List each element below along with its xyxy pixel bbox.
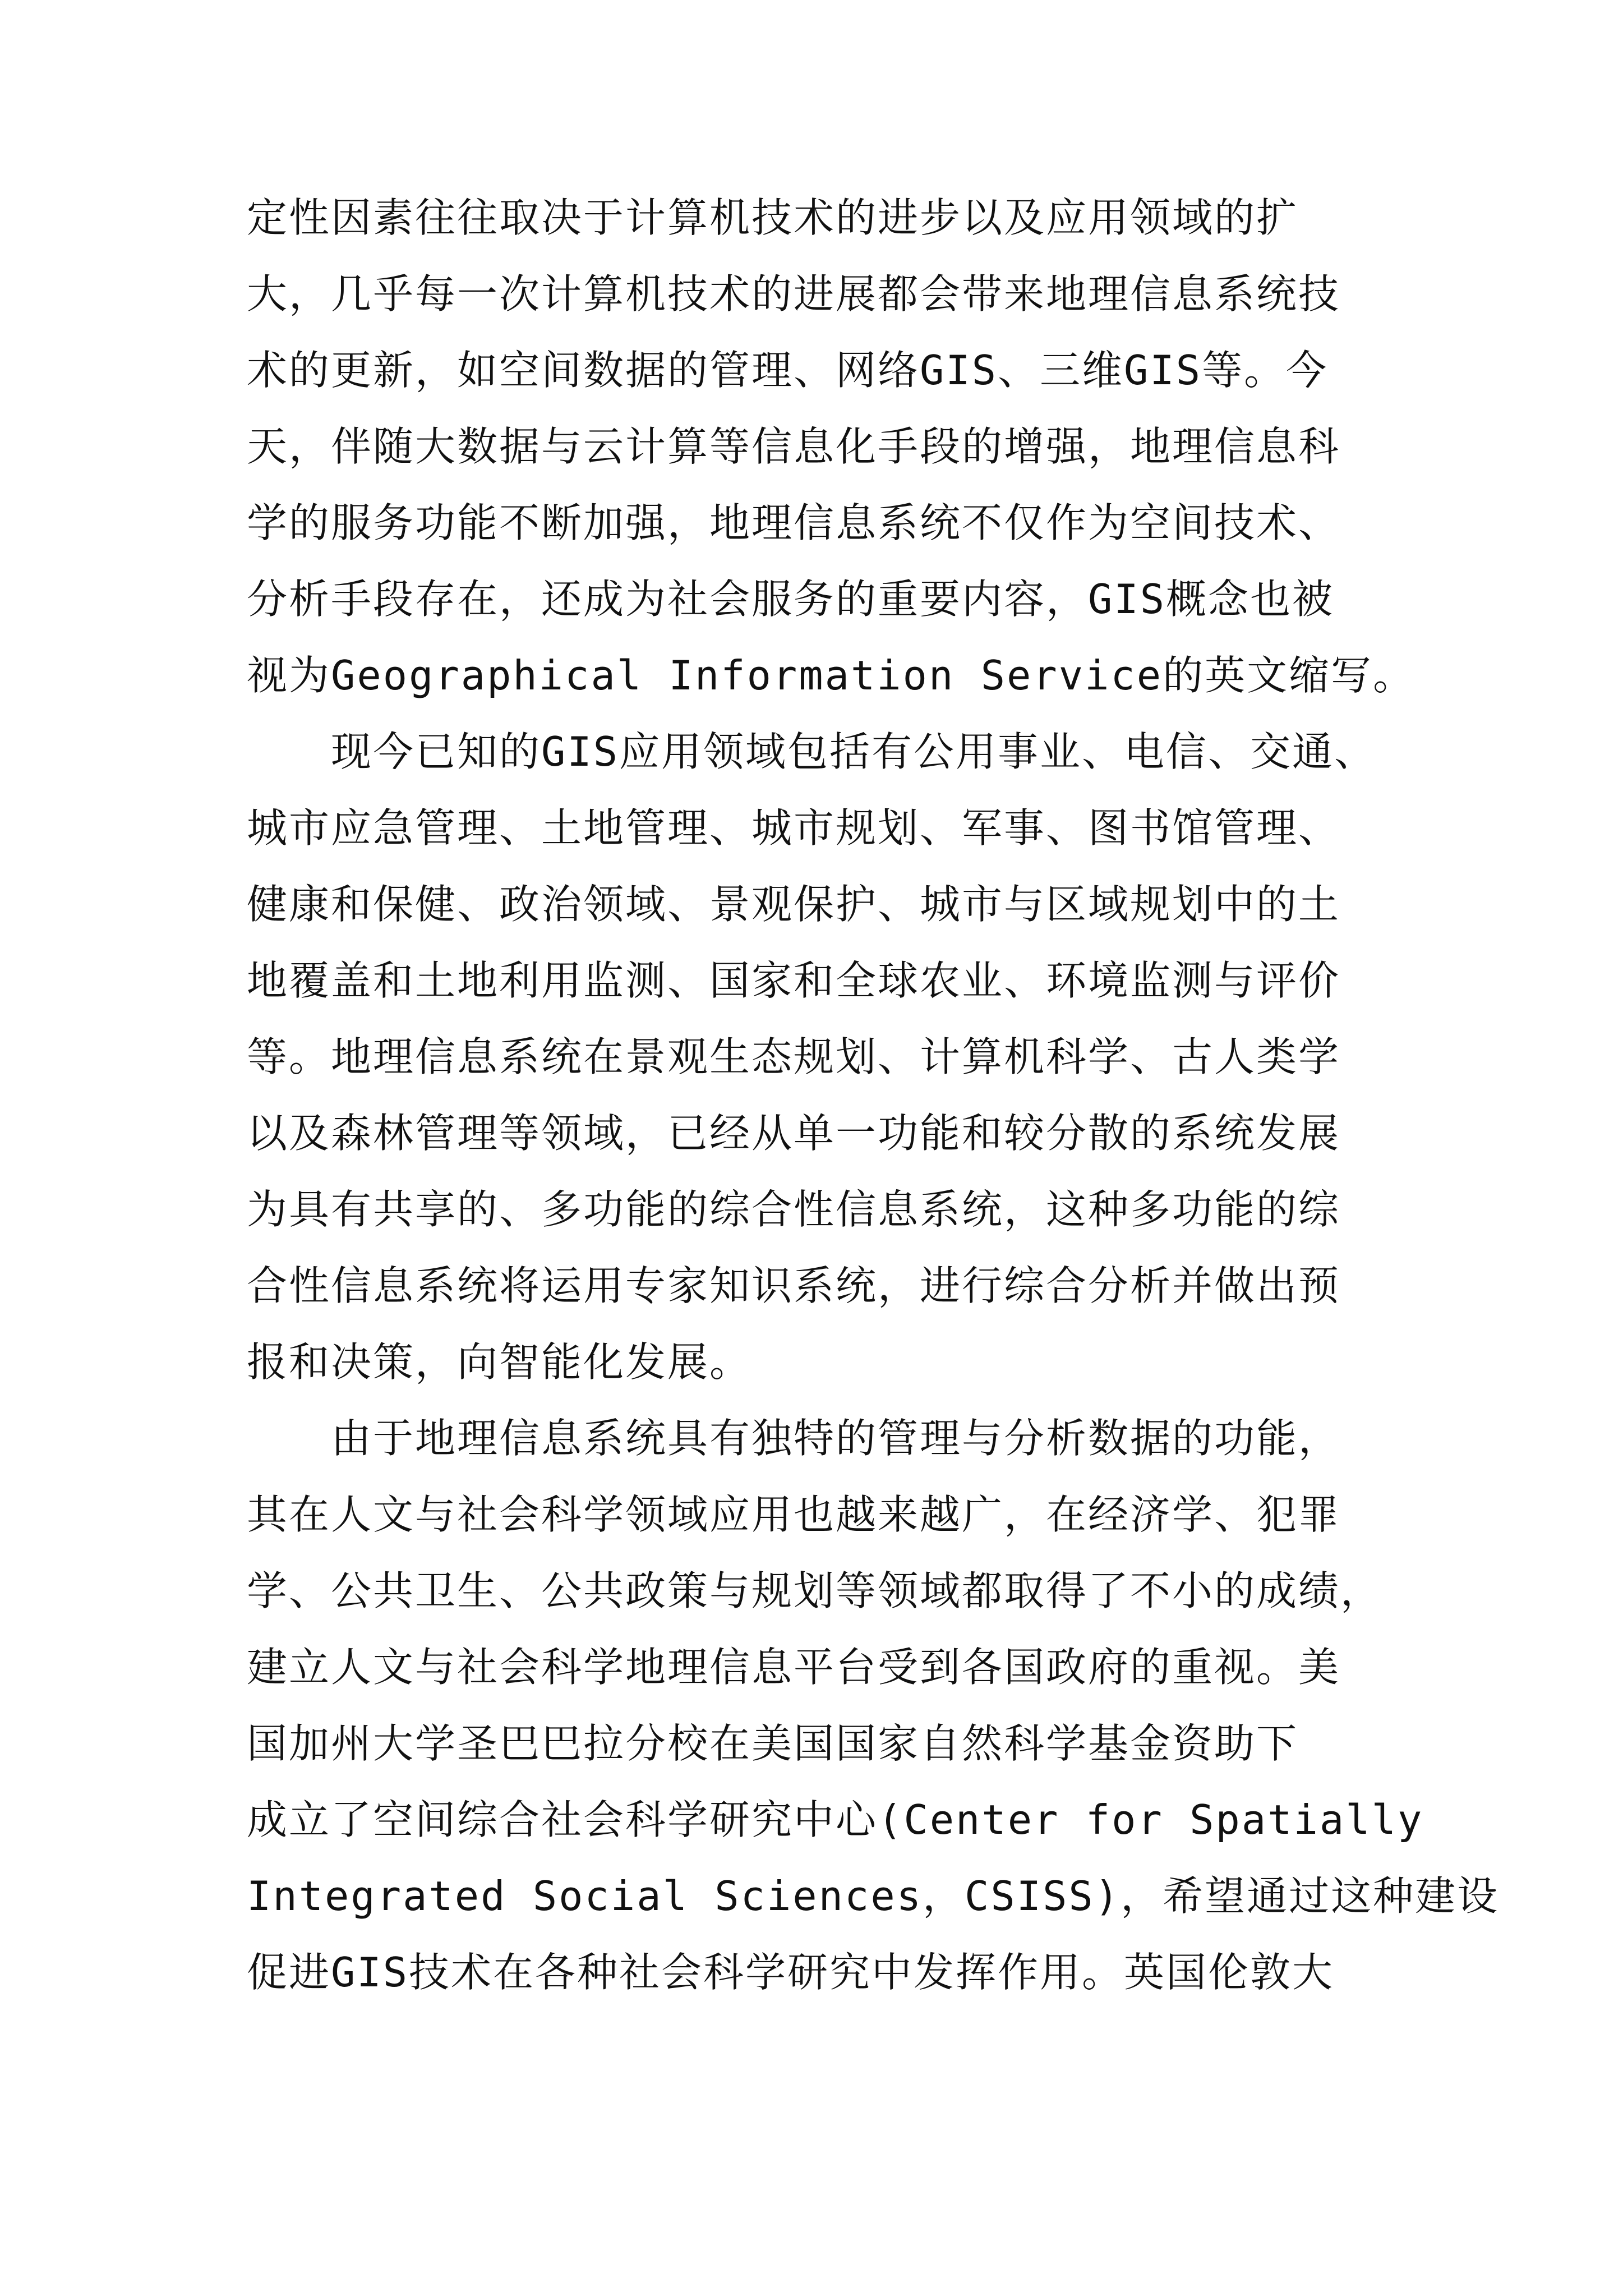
- text-line: 等。地理信息系统在景观生态规划、计算机科学、古人类学: [247, 1033, 1341, 1080]
- paragraph-1: [247, 180, 1424, 714]
- text-line: 术的更新，如空间数据的管理、网络GIS、三维GIS等。今: [247, 347, 1329, 394]
- text-line: 建立人文与社会科学地理信息平台受到各国政府的重视。美: [247, 1644, 1341, 1691]
- text-line: 学的服务功能不断加强，地理信息系统不仅作为空间技术、: [247, 499, 1341, 546]
- paragraph-2: [247, 714, 1424, 1400]
- text-line: 健康和保健、政治领域、景观保护、城市与区域规划中的土: [247, 881, 1341, 928]
- text-line: 为具有共享的、多功能的综合性信息系统，这种多功能的综: [247, 1186, 1341, 1233]
- text-line: 大，几乎每一次计算机技术的进展都会带来地理信息系统技: [247, 270, 1341, 318]
- text-line: 其在人文与社会科学领域应用也越来越广，在经济学、犯罪: [247, 1491, 1341, 1538]
- text-line: 成立了空间综合社会科学研究中心(Center for Spatially: [247, 1796, 1424, 1843]
- text-line: 地覆盖和土地利用监测、国家和全球农业、环境监测与评价: [247, 957, 1341, 1004]
- text-line: 学、公共卫生、公共政策与规划等领域都取得了不小的成绩，: [247, 1567, 1383, 1614]
- text-line: 以及森林管理等领域，已经从单一功能和较分散的系统发展: [247, 1110, 1341, 1157]
- text-line: 视为Geographical Information Service的英文缩写。: [247, 652, 1415, 699]
- text-line-indented: 现今已知的GIS应用领域包括有公用事业、电信、交通、: [331, 728, 1377, 775]
- text-line: 定性因素往往取决于计算机技术的进步以及应用领域的扩: [247, 194, 1299, 241]
- document-body: [247, 180, 1500, 2010]
- paragraph-3: [247, 1400, 1500, 2010]
- text-line-indented: 由于地理信息系统具有独特的管理与分析数据的功能，: [331, 1415, 1341, 1462]
- text-line: 天，伴随大数据与云计算等信息化手段的增强，地理信息科: [247, 423, 1341, 470]
- text-line: 促进GIS技术在各种社会科学研究中发挥作用。英国伦敦大: [247, 1949, 1335, 1996]
- text-line: 城市应急管理、土地管理、城市规划、军事、图书馆管理、: [247, 804, 1341, 852]
- text-line: 合性信息系统将运用专家知识系统，进行综合分析并做出预: [247, 1262, 1341, 1309]
- text-line: 分析手段存在，还成为社会服务的重要内容，GIS概念也被: [247, 576, 1335, 623]
- text-line: Integrated Social Sciences，CSISS)，希望通过这种建设: [247, 1872, 1500, 1920]
- text-line: 国加州大学圣巴巴拉分校在美国国家自然科学基金资助下: [247, 1720, 1299, 1767]
- text-line: 报和决策，向智能化发展。: [247, 1338, 752, 1386]
